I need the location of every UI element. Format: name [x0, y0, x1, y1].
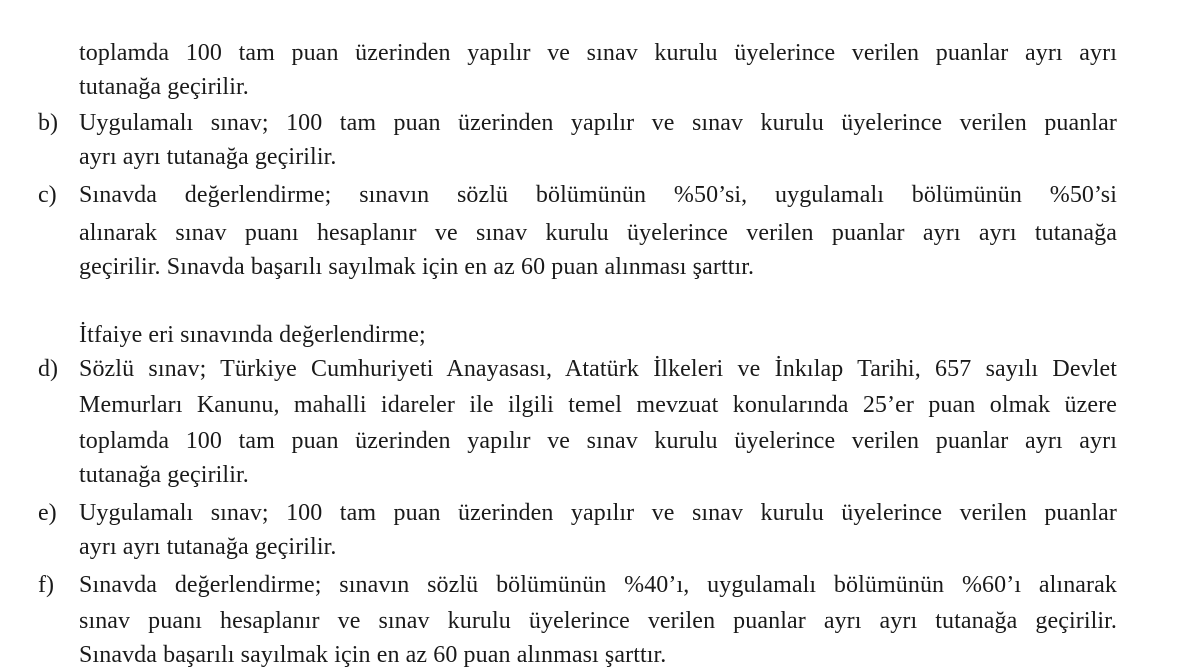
- item-d-line-3: toplamda 100 tam puan üzerinden yapılır ve sınav kurulu üyelerince verilen puanlar ayrı ayrı: [79, 428, 1117, 454]
- item-d-line-4: tutanağa geçirilir.: [79, 462, 249, 488]
- item-e-line-2: ayrı ayrı tutanağa geçirilir.: [79, 534, 337, 560]
- item-c-line-1: Sınavda değerlendirme; sınavın sözlü bölümünün %50’si, uygulamalı bölümünün %50’si: [79, 182, 1117, 208]
- item-d-line-1: Sözlü sınav; Türkiye Cumhuriyeti Anayasası, Atatürk İlkeleri ve İnkılap Tarihi, 657 sayılı Devlet: [79, 356, 1117, 382]
- section-heading: İtfaiye eri sınavında değerlendirme;: [79, 322, 426, 348]
- item-b-line-1: Uygulamalı sınav; 100 tam puan üzerinden yapılır ve sınav kurulu üyelerince verilen puanlar: [79, 110, 1117, 136]
- item-f-line-1: Sınavda değerlendirme; sınavın sözlü bölümünün %40’ı, uygulamalı bölümünün %60’ı alınarak: [79, 572, 1117, 598]
- item-f-marker: f): [38, 572, 54, 598]
- item-d-line-2: Memurları Kanunu, mahalli idareler ile ilgili temel mevzuat konularında 25’er puan olmak üzere: [79, 392, 1117, 418]
- item-e-line-1: Uygulamalı sınav; 100 tam puan üzerinden yapılır ve sınav kurulu üyelerince verilen puanlar: [79, 500, 1117, 526]
- intro-line-2: tutanağa geçirilir.: [79, 74, 249, 100]
- item-e-marker: e): [38, 500, 57, 526]
- item-c-marker: c): [38, 182, 57, 208]
- item-c-line-3: geçirilir. Sınavda başarılı sayılmak için en az 60 puan alınması şarttır.: [79, 254, 755, 280]
- item-d-marker: d): [38, 356, 58, 382]
- item-c-line-2: alınarak sınav puanı hesaplanır ve sınav kurulu üyelerince verilen puanlar ayrı ayrı tutanağa: [79, 220, 1117, 246]
- item-b-marker: b): [38, 110, 58, 136]
- intro-line-1: toplamda 100 tam puan üzerinden yapılır ve sınav kurulu üyelerince verilen puanlar ayrı ayrı: [79, 40, 1117, 66]
- item-f-line-3: Sınavda başarılı sayılmak için en az 60 puan alınması şarttır.: [79, 642, 667, 668]
- item-f-line-2: sınav puanı hesaplanır ve sınav kurulu üyelerince verilen puanlar ayrı ayrı tutanağa geçirilir.: [79, 608, 1117, 634]
- item-b-line-2: ayrı ayrı tutanağa geçirilir.: [79, 144, 337, 170]
